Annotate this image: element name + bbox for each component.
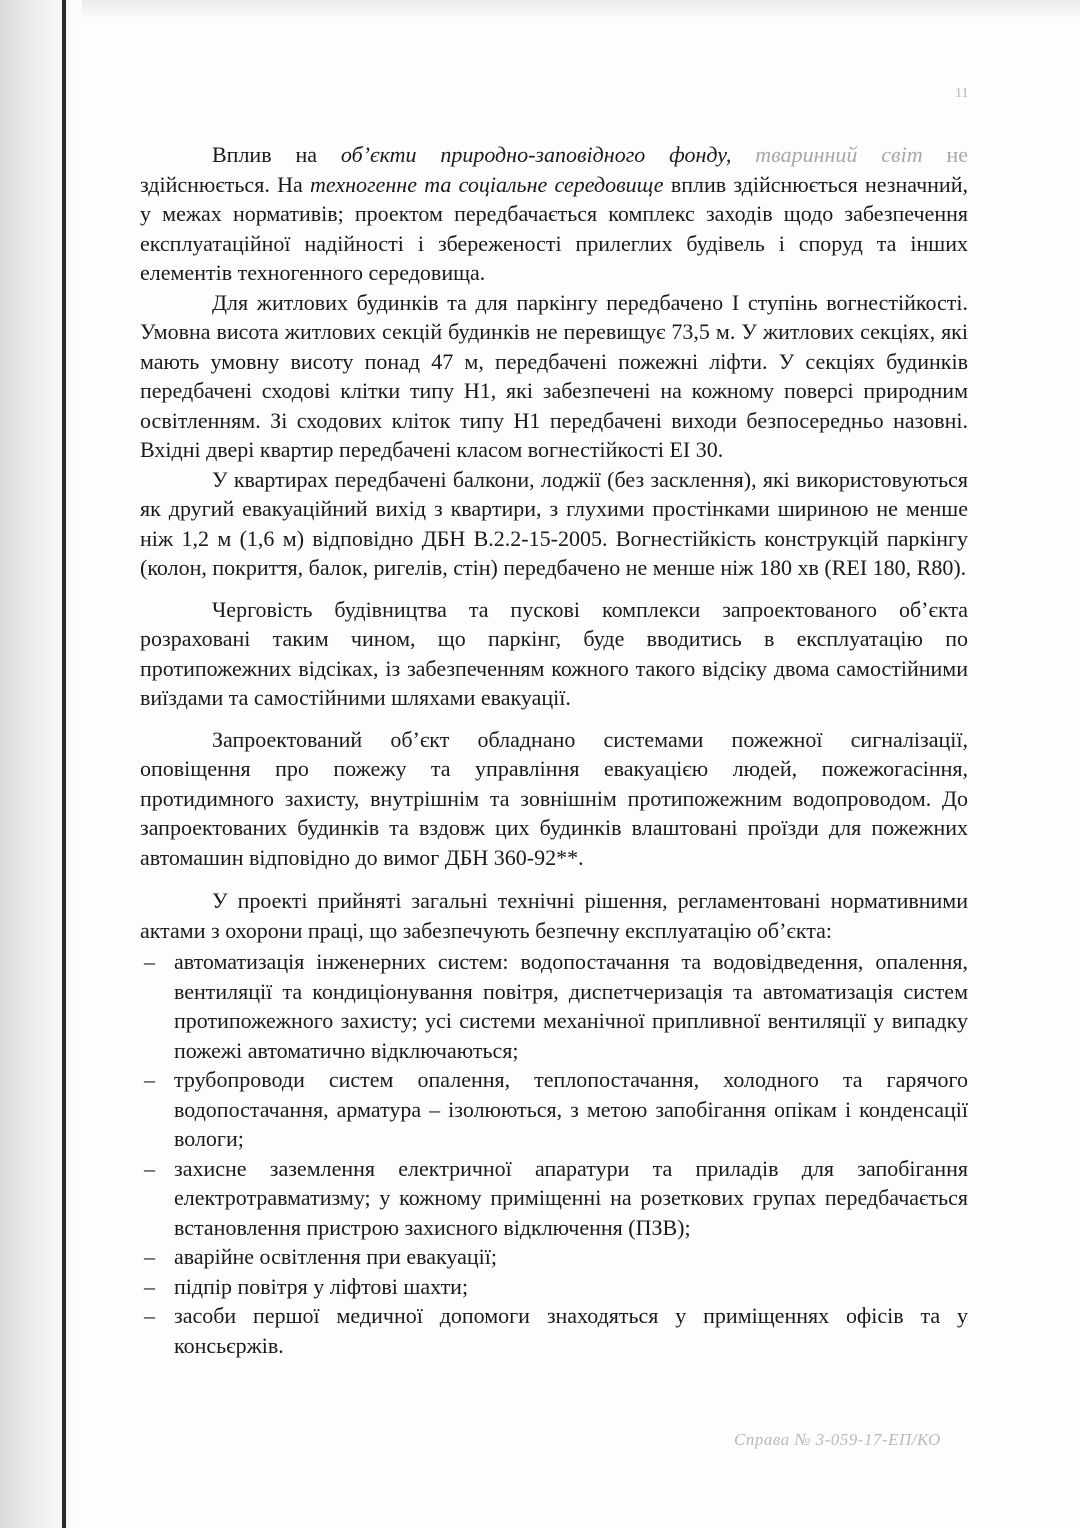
list-item-text: засоби першої медичної допомоги знаходяться у приміщеннях офісів та у консьєржів. [174,1303,968,1358]
paragraph-fire-systems: Запроектований об’єкт обладнано системами пожежної сигналізації, оповіщення про пожежу та управління евакуацією людей, пожежогасіння, протидимного захисту, внутрішнім та зовнішнім протипожежним водопроводом. До запроектованих будинків та вздовж цих будинків влаштовані проїзди для пожежних автомашин відповідно до вимог ДБН 360-92**. [140,726,968,870]
paragraph-impact-negation: не [922,142,968,167]
list-item [140,1154,968,1243]
paragraph-impact-mid: здійснюється. На [140,171,310,197]
paragraph-balconies: У квартирах передбачені балкони, лоджії (без засклення), які використовуються як другий евакуаційний вихід з квартири, з глухими простінками шириною не менше ніж 1,2 м (1,6 м) відповідно ДБН В.2.2-15-2005. Вогнестійкість конструкцій паркінгу (колон, покриття, балок, ригелів, стін) передбачено не менше ніж 180 хв (REI 180, R80). [140,466,968,580]
list-dash: – [144,1067,155,1092]
list-item [140,947,968,1065]
paragraph-impact-environment: техногенне та соціальне середовище [309,171,664,197]
paragraph-construction-stages: Черговість будівництва та пускові комплекси запроектованого об’єкта розраховані таким чином, що паркінг, буде вводитись в експлуатацію по протипожежних відсіках, із забезпеченням кожного такого відсіку двома самостійними виїздами та самостійними шляхами евакуації. [140,596,968,710]
safety-measures-list [140,947,968,1360]
paragraph-impact-nature-reserve: об’єкти природно-заповідного фонду, [340,142,732,167]
list-dash: – [144,1155,155,1181]
document-body [140,140,968,1360]
paragraph-impact-rest: вплив здійснюється незначний, у межах нормативів; проектом передбачається комплекс заходів щодо забезпечення експлуатаційної надійності і збереженості прилеглих будівель і споруд та інших елементів техногенного середовища. [140,171,968,285]
list-item [140,1301,968,1360]
list-item-text: підпір повітря у ліфтові шахти; [174,1273,469,1299]
page-number: 11 [955,86,969,101]
list-item-text: аварійне освітлення при евакуації; [174,1244,497,1269]
list-dash: – [144,949,155,974]
paragraph-impact-fauna: тваринний світ [731,142,923,167]
scan-top-edge [0,0,1080,20]
scan-binding-shadow [0,0,82,1528]
list-item-text: захисне заземлення електричної апаратури та приладів для запобігання електротравматизму; у кожному приміщенні на розеткових групах передбачається встановлення пристрою захисного відключення (ПЗВ); [174,1155,968,1240]
list-item-text: автоматизація інженерних систем: водопостачання та водовідведення, опалення, вентиляції та кондиціонування повітря, диспетчеризація та автоматизація систем протипожежного захисту; усі системи механічної припливної вентиляції у випадку пожежі автоматично відключаються; [174,949,968,1063]
paragraph-impact-lead: Вплив на [212,142,341,167]
list-item [140,1065,968,1154]
list-item [140,1242,968,1272]
list-dash: – [144,1244,155,1269]
paragraph-impact [140,140,968,288]
binding-line [62,0,66,1528]
list-dash: – [144,1303,155,1328]
paragraph-labor-safety: У проекті прийняті загальні технічні рішення, регламентовані нормативними актами з охорони праці, що забезпечують безпечну експлуатацію об’єкта: [140,888,968,943]
case-number-footer: Справа № 3-059-17-ЕП/КО [734,1430,941,1449]
list-item-text: трубопроводи систем опалення, теплопостачання, холодного та гарячого водопостачання, арматура – ізолюються, з метою запобігання опікам і конденсації вологи; [174,1067,968,1151]
paragraph-fire-resistance: Для житлових будинків та для паркінгу передбачено І ступінь вогнестійкості. Умовна висота житлових секцій будинків не перевищує 73,5 м. У житлових секціях, які мають умовну висоту понад 47 м, передбачені пожежні ліфти. У секціях будинків передбачені сходові клітки типу Н1, які забезпечені на кожному поверсі природним освітленням. Зі сходових кліток типу Н1 передбачені виходи безпосередньо назовні. Вхідні двері квартир передбачені класом вогнестійкості ЕІ 30. [140,289,968,462]
list-dash: – [144,1273,155,1299]
list-item [140,1272,968,1302]
